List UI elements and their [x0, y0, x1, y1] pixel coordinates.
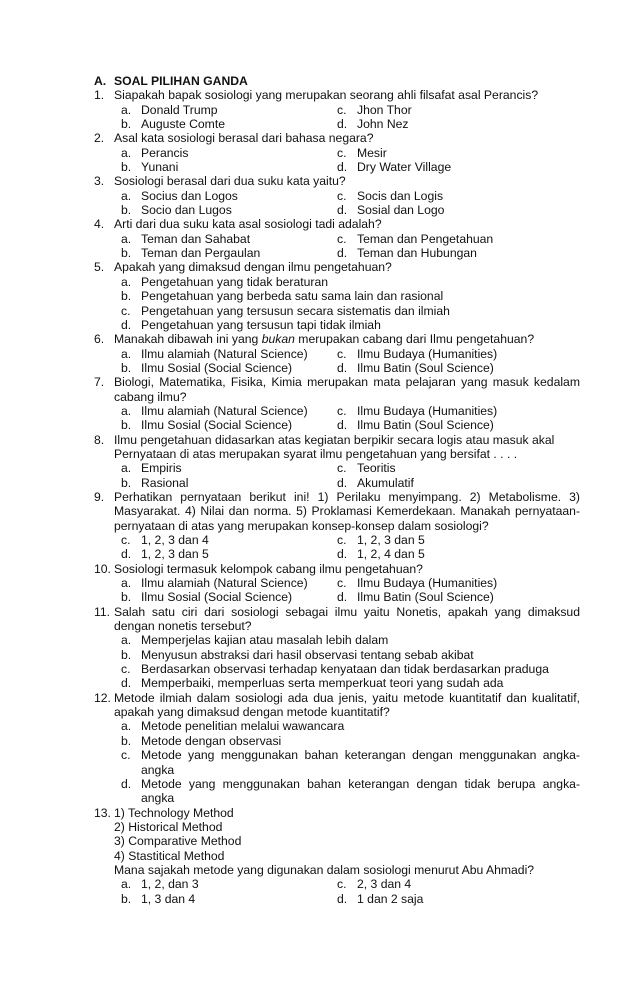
answer-option[interactable] [337, 160, 580, 174]
option-text: Rasional [141, 475, 189, 490]
answer-options [121, 576, 580, 605]
question-number: 2. [94, 131, 105, 146]
option-text: Metode dengan observasi [141, 733, 282, 748]
option-text: Pengetahuan yang tersusun secara sistematis dan ilmiah [141, 303, 450, 318]
option-letter: c. [337, 231, 347, 246]
option-letter: a. [121, 719, 132, 734]
option-letter: c. [121, 748, 131, 763]
answer-options [121, 877, 580, 906]
question-body [114, 605, 580, 634]
option-letter: d. [337, 117, 348, 132]
question-item [94, 806, 580, 906]
option-text: Pengetahuan yang tidak beraturan [141, 274, 329, 289]
option-text: Socis dan Logis [357, 188, 444, 203]
question-text-emphasis: bukan [261, 332, 295, 347]
question-body [114, 806, 580, 878]
answer-options [121, 347, 580, 376]
answer-option[interactable] [337, 418, 580, 432]
option-letter: b. [121, 590, 132, 605]
option-text: 1, 2, 4 dan 5 [357, 547, 425, 562]
question-row [94, 433, 580, 462]
option-text: Ilmu alamiah (Natural Science) [141, 346, 308, 361]
question-text: Asal kata sosiologi berasal dari bahasa negara? [114, 131, 374, 146]
answer-option[interactable] [121, 418, 337, 432]
question-statement: Pernyataan di atas merupakan syarat ilmu pengetahuan yang bersifat . . . . [114, 446, 518, 461]
method-list-item: 4) Stastitical Method [114, 848, 225, 863]
option-letter: c. [337, 403, 347, 418]
answer-option[interactable] [121, 590, 337, 604]
option-text: Berdasarkan observasi terhadap kenyataan dan tidak berdasarkan praduga [141, 662, 549, 677]
answer-options [121, 146, 580, 175]
option-text: Pengetahuan yang berbeda satu sama lain dan rasional [141, 289, 444, 304]
answer-option[interactable] [337, 404, 580, 418]
option-letter: c. [337, 145, 347, 160]
answer-option[interactable] [121, 476, 337, 490]
answer-option[interactable] [121, 289, 580, 303]
answer-option[interactable] [337, 590, 580, 604]
method-list-item: 1) Technology Method [114, 805, 234, 820]
question-row [94, 88, 580, 102]
option-text: 1, 2, 3 dan 4 [141, 533, 209, 547]
option-letter: b. [121, 733, 132, 748]
option-text: Socius dan Logos [141, 188, 238, 203]
answer-option[interactable] [337, 103, 580, 117]
question-text: Metode ilmiah dalam sosiologi ada dua jenis, yaitu metode kuantitatif dan kualitatif, apakah yang dimaksud dengan metode kuantitatif? [114, 690, 580, 720]
question-row [94, 605, 580, 634]
answer-option[interactable] [337, 576, 580, 590]
option-text: Ilmu Batin (Soul Science) [357, 418, 494, 433]
option-text: Empiris [141, 461, 182, 476]
question-text-pre: Manakah dibawah ini yang [114, 332, 262, 347]
question-item [94, 332, 580, 375]
answer-option[interactable] [337, 877, 580, 891]
option-letter: a. [121, 403, 132, 418]
answer-option[interactable] [121, 160, 337, 174]
option-letter: c. [337, 346, 347, 361]
answer-option[interactable] [121, 461, 337, 475]
answer-option[interactable] [337, 117, 580, 131]
option-text: Jhon Thor [357, 102, 412, 117]
method-list-item: 2) Historical Method [114, 819, 223, 834]
option-letter: b. [121, 160, 132, 175]
option-text: Dry Water Village [357, 160, 452, 175]
question-row [94, 806, 580, 878]
option-text: Teman dan Hubungan [357, 246, 477, 261]
answer-options [121, 719, 580, 805]
option-text: Ilmu Sosial (Social Science) [141, 418, 293, 433]
question-number: 1. [94, 88, 105, 103]
question-text: Biologi, Matematika, Fisika, Kimia merupakan mata pelajaran yang masuk kedalam cabang ilmu? [114, 375, 580, 404]
answer-option[interactable] [337, 461, 580, 475]
question-text: Mana sajakah metode yang digunakan dalam sosiologi menurut Abu Ahmadi? [114, 862, 535, 877]
option-text: Akumulatif [357, 475, 414, 490]
question-text: Ilmu pengetahuan didasarkan atas kegiatan berpikir secara logis atau masuk akal [114, 432, 555, 447]
question-text-post: merupakan cabang dari Ilmu pengetahuan? [294, 332, 535, 347]
answer-option[interactable] [337, 361, 580, 375]
answer-option[interactable] [121, 361, 337, 375]
answer-option[interactable] [121, 648, 580, 662]
question-row [94, 691, 580, 720]
answer-option[interactable] [337, 232, 580, 246]
answer-option[interactable] [121, 304, 580, 318]
option-letter: b. [121, 647, 132, 662]
question-body [114, 691, 580, 720]
option-letter: c. [121, 533, 131, 547]
question-body [114, 174, 580, 188]
option-text: Ilmu alamiah (Natural Science) [141, 576, 308, 591]
question-item [94, 131, 580, 174]
question-text [114, 332, 580, 346]
answer-option[interactable] [337, 203, 580, 217]
question-list [94, 74, 580, 906]
question-text: Arti dari dua suku kata asal sosiologi tadi adalah? [114, 217, 382, 232]
question-body [114, 332, 580, 346]
question-number: 4. [94, 217, 105, 232]
option-text: Perancis [141, 145, 189, 160]
option-letter: c. [337, 461, 347, 476]
option-letter: c. [121, 303, 131, 318]
question-body [114, 88, 580, 102]
answer-option[interactable] [121, 203, 337, 217]
question-number: 13. [94, 805, 111, 820]
question-body [114, 217, 580, 231]
option-text: 1, 3 dan 4 [141, 891, 196, 906]
answer-options [121, 404, 580, 433]
question-row [94, 375, 580, 404]
question-text: Apakah yang dimaksud dengan ilmu pengetahuan? [114, 260, 392, 275]
question-text: Salah satu ciri dari sosiologi sebagai ilmu yaitu Nonetis, apakah yang dimaksud dengan nonetis tersebut? [114, 604, 580, 634]
option-text: Metode penelitian melalui wawancara [141, 719, 345, 734]
option-letter: d. [337, 203, 348, 218]
option-text: 1, 2, dan 3 [141, 877, 199, 892]
question-item [94, 260, 580, 332]
answer-option[interactable] [121, 748, 580, 777]
question-item [94, 605, 580, 691]
answer-option[interactable] [337, 892, 580, 906]
answer-option[interactable] [337, 533, 580, 547]
answer-option[interactable] [121, 892, 337, 906]
question-body [114, 375, 580, 404]
answer-option[interactable] [121, 275, 580, 289]
answer-option[interactable] [121, 404, 337, 418]
method-list-item: 3) Comparative Method [114, 834, 242, 849]
option-text: Metode yang menggunakan bahan keterangan dengan menggunakan angka-angka [141, 748, 580, 777]
answer-options [121, 275, 580, 332]
question-row [94, 562, 580, 576]
question-row [94, 260, 580, 274]
answer-option[interactable] [121, 777, 580, 806]
option-letter: a. [121, 274, 132, 289]
option-text: Sosial dan Logo [357, 203, 445, 218]
question-item [94, 217, 580, 260]
option-letter: b. [121, 891, 132, 906]
answer-option[interactable] [121, 232, 337, 246]
answer-option[interactable] [121, 189, 337, 203]
option-text: Yunani [141, 160, 179, 175]
answer-option[interactable] [121, 103, 337, 117]
option-letter: a. [121, 633, 132, 648]
option-letter: a. [121, 102, 132, 117]
option-letter: a. [121, 145, 132, 160]
option-letter: c. [337, 877, 347, 892]
option-letter: a. [121, 877, 132, 892]
option-text: Ilmu Batin (Soul Science) [357, 360, 494, 375]
answer-option[interactable] [337, 347, 580, 361]
option-letter: d. [337, 590, 348, 605]
option-text: John Nez [357, 117, 409, 132]
option-text: Ilmu Budaya (Humanities) [357, 346, 498, 361]
option-text: Metode yang menggunakan bahan keterangan dengan tidak berupa angka-angka [141, 776, 580, 806]
option-text: 1, 2, 3 dan 5 [141, 547, 209, 562]
option-letter: b. [121, 360, 132, 375]
answer-option[interactable] [337, 476, 580, 490]
option-text: Ilmu Budaya (Humanities) [357, 576, 498, 591]
option-text: Ilmu Sosial (Social Science) [141, 360, 293, 375]
option-text: Donald Trump [141, 102, 218, 117]
answer-option[interactable] [121, 877, 337, 891]
answer-option[interactable] [121, 734, 580, 748]
question-number: 9. [94, 489, 105, 504]
option-letter: a. [121, 188, 132, 203]
question-number: 11. [94, 604, 111, 619]
question-item [94, 433, 580, 490]
option-text: Ilmu alamiah (Natural Science) [141, 403, 308, 418]
question-body [114, 562, 580, 576]
question-row [94, 490, 580, 533]
option-text: Pengetahuan yang tersusun tapi tidak ilmiah [141, 317, 381, 332]
answer-option[interactable] [337, 246, 580, 260]
option-letter: a. [121, 346, 132, 361]
option-letter: d. [337, 246, 348, 261]
option-letter: d. [337, 547, 348, 562]
question-number: 3. [94, 174, 105, 189]
option-text: Socio dan Lugos [141, 203, 232, 218]
question-text: Siapakah bapak sosiologi yang merupakan seorang ahli filsafat asal Perancis? [114, 88, 539, 103]
question-number: 8. [94, 432, 105, 447]
option-letter: c. [337, 188, 347, 203]
option-letter: d. [337, 418, 348, 433]
option-letter: c. [121, 662, 131, 677]
answer-option[interactable] [121, 676, 580, 690]
option-letter: d. [121, 317, 132, 332]
question-body [114, 490, 580, 533]
answer-option[interactable] [121, 662, 580, 676]
option-letter: b. [121, 418, 132, 433]
answer-options [121, 103, 580, 132]
question-body [114, 433, 580, 462]
answer-option[interactable] [121, 347, 337, 361]
question-item [94, 375, 580, 432]
option-text: Memperjelas kajian atau masalah lebih dalam [141, 633, 389, 648]
option-letter: c. [337, 576, 347, 591]
question-item [94, 562, 580, 605]
option-letter: c. [337, 533, 347, 547]
answer-option[interactable] [121, 146, 337, 160]
option-text: Auguste Comte [141, 117, 226, 132]
question-item [94, 88, 580, 131]
option-text: Ilmu Batin (Soul Science) [357, 590, 494, 605]
option-text: Teman dan Pergaulan [141, 246, 261, 261]
answer-options [121, 633, 580, 690]
option-letter: d. [121, 676, 132, 691]
option-letter: d. [121, 776, 132, 791]
option-letter: d. [121, 547, 132, 562]
question-row [94, 332, 580, 346]
answer-option[interactable] [121, 576, 337, 590]
question-text: Sosiologi termasuk kelompok cabang ilmu pengetahuan? [114, 561, 423, 576]
option-letter: c. [337, 102, 347, 117]
answer-option[interactable] [121, 117, 337, 131]
option-letter: d. [337, 360, 348, 375]
answer-option[interactable] [121, 547, 337, 561]
question-body [114, 260, 580, 274]
answer-option[interactable] [337, 189, 580, 203]
option-letter: a. [121, 576, 132, 591]
question-body [114, 131, 580, 145]
answer-options [121, 189, 580, 218]
answer-option[interactable] [121, 633, 580, 647]
answer-option[interactable] [121, 719, 580, 733]
option-text: Ilmu Budaya (Humanities) [357, 403, 498, 418]
option-letter: a. [121, 231, 132, 246]
answer-option[interactable] [121, 533, 337, 547]
option-text: Ilmu Sosial (Social Science) [141, 590, 293, 605]
answer-option[interactable] [121, 246, 337, 260]
option-letter: b. [121, 475, 132, 490]
questions [94, 88, 580, 906]
option-letter: a. [121, 461, 132, 476]
option-letter: b. [121, 117, 132, 132]
question-row [94, 131, 580, 145]
question-number: 5. [94, 260, 105, 275]
answer-options [121, 533, 580, 562]
option-text: Teman dan Pengetahuan [357, 231, 494, 246]
answer-option[interactable] [337, 146, 580, 160]
option-text: Memperbaiki, memperluas serta memperkuat teori yang sudah ada [141, 676, 504, 691]
option-text: Menyusun abstraksi dari hasil observasi tentang sebab akibat [141, 647, 474, 662]
question-row [94, 217, 580, 231]
question-item [94, 174, 580, 217]
option-text: Teman dan Sahabat [141, 231, 251, 246]
question-number: 6. [94, 332, 105, 347]
section-title-text: SOAL PILIHAN GANDA [114, 74, 248, 88]
option-text: 1, 2, 3 dan 5 [357, 533, 425, 547]
question-text: Sosiologi berasal dari dua suku kata yaitu? [114, 174, 346, 189]
question-number: 12. [94, 690, 111, 705]
answer-options [121, 232, 580, 261]
option-text: 1 dan 2 saja [357, 891, 424, 906]
option-letter: d. [337, 475, 348, 490]
option-letter: d. [337, 160, 348, 175]
option-text: 2, 3 dan 4 [357, 877, 412, 892]
option-text: Mesir [357, 145, 387, 160]
option-letter: b. [121, 289, 132, 304]
option-letter: b. [121, 203, 132, 218]
answer-option[interactable] [337, 547, 580, 561]
option-text: Teoritis [357, 461, 396, 476]
question-item [94, 691, 580, 806]
answer-option[interactable] [121, 318, 580, 332]
option-letter: b. [121, 246, 132, 261]
section-title [94, 74, 580, 88]
option-letter: d. [337, 891, 348, 906]
section-letter: A. [94, 74, 107, 88]
question-row [94, 174, 580, 188]
answer-options [121, 461, 580, 490]
question-number: 10. [94, 561, 111, 576]
question-text: Perhatikan pernyataan berikut ini! 1) Perilaku menyimpang. 2) Metabolisme. 3) Masyarakat. 4) Nilai dan norma. 5) Proklamasi Kemerdekaan. Manakah pernyataan-pernyataan di atas yang merupakan konsep-konsep dalam sosiologi? [114, 489, 580, 533]
question-number: 7. [94, 375, 105, 390]
question-item [94, 490, 580, 562]
